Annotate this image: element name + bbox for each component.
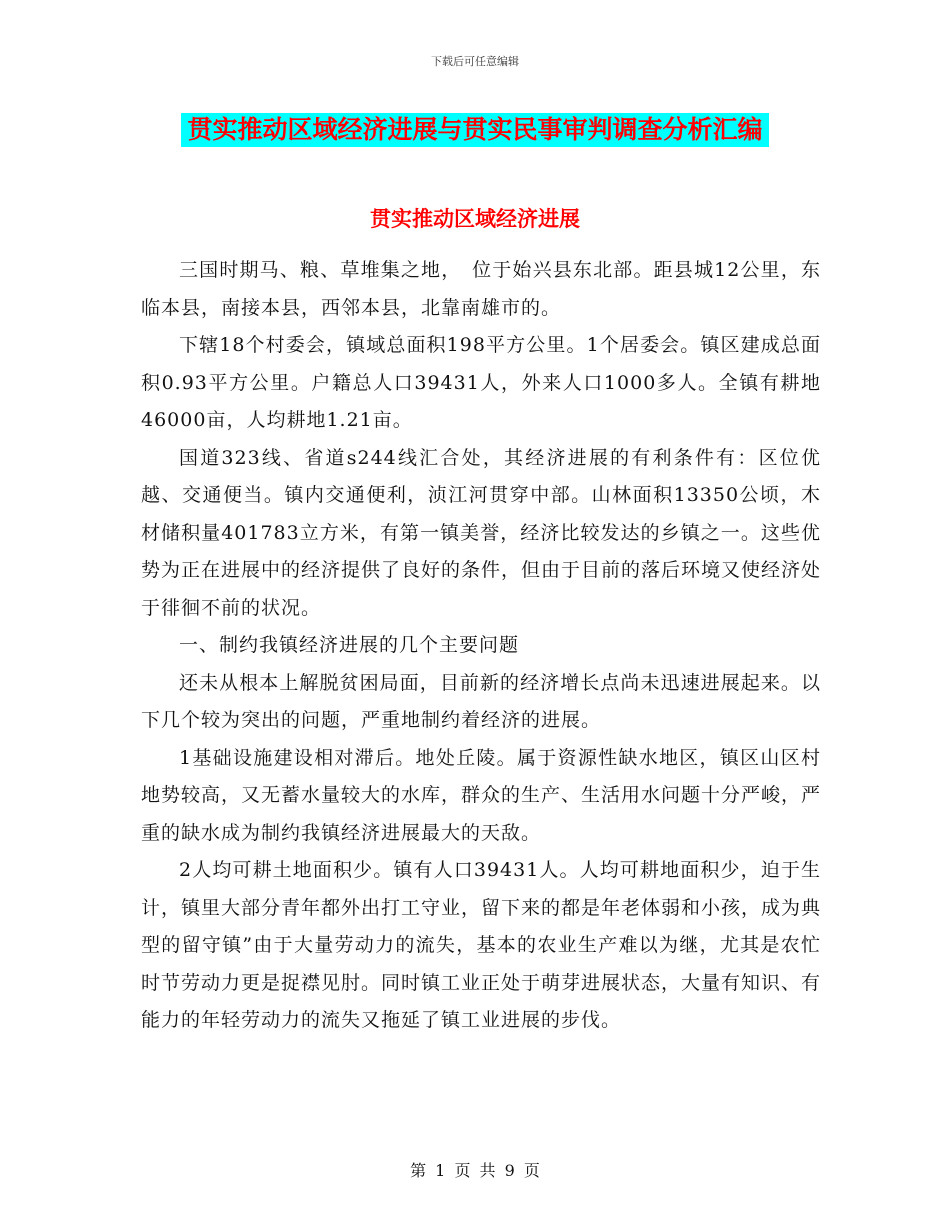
section-title: 贯实推动区域经济进展 (370, 207, 580, 231)
paragraph: 三国时期马、粮、草堆集之地， 位于始兴县东北部。距县城12公里，东临本县，南接本县，西邻本县，北靠南雄市的。 (141, 259, 821, 319)
paragraph: 2人均可耕土地面积少。镇有人口39431人。人均可耕地面积少，迫于生计，镇里大部分青年都外出打工守业，留下来的都是年老体弱和小孩，成为典型的留守镇”由于大量劳动力的流失，基本的农业生产难以为继，尤其是农忙时节劳动力更是捉襟见肘。同时镇工业正处于萌芽进展状态，大量有知识、有能力的年轻劳动力的流失又拖延了镇工业进展的步伐。 (141, 859, 822, 1031)
paragraph: 还未从根本上解脱贫困局面，目前新的经济增长点尚未迅速进展起来。以下几个较为突出的问题，严重地制约着经济的进展。 (141, 671, 821, 731)
main-title: 贯实推动区域经济进展与贯实民事审判调查分析汇编 (181, 113, 768, 147)
main-title-wrap (0, 113, 950, 147)
body-text (141, 252, 821, 1040)
paragraph: 1基础设施建设相对滞后。地处丘陵。属于资源性缺水地区，镇区山区村地势较高，又无蓄水量较大的水库，群众的生产、生活用水问题十分严峻，严重的缺水成为制约我镇经济进展最大的天敌。 (141, 746, 822, 844)
paragraph-heading: 一、制约我镇经济进展的几个主要问题 (179, 634, 520, 656)
header-note: 下载后可任意编辑 (431, 55, 519, 68)
page-number-footer: 第 1 页 共 9 页 (410, 1161, 540, 1180)
paragraph: 国道323线、省道s244线汇合处，其经济进展的有利条件有：区位优越、交通便当。镇内交通便利，浈江河贯穿中部。山林面积13350公顷，木材储积量401783立方米，有第一镇美誉，经济比较发达的乡镇之一。这些优势为正在进展中的经济提供了良好的条件，但由于目前的落后环境又使经济处于徘徊不前的状况。 (141, 446, 822, 619)
paragraph: 下辖18个村委会，镇域总面积198平方公里。1个居委会。镇区建成总面积0.93平方公里。户籍总人口39431人，外来人口1000多人。全镇有耕地46000亩，人均耕地1.21亩。 (141, 334, 821, 431)
